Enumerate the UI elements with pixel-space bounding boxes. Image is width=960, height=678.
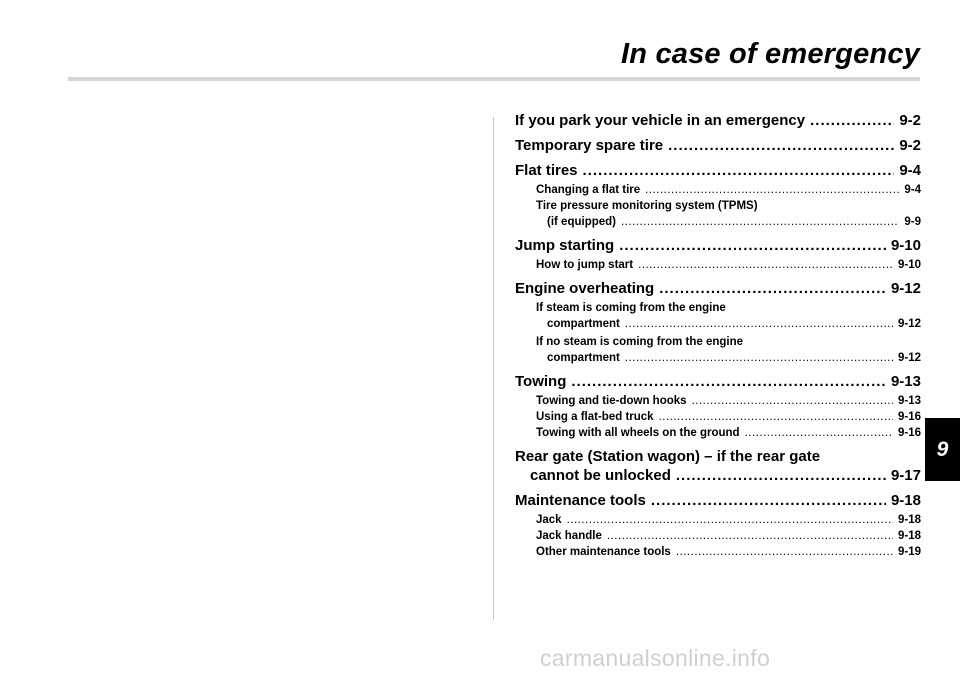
- toc-leader-dots: [638, 257, 893, 273]
- toc-entry-title-line1: Rear gate (Station wagon) – if the rear gate: [515, 448, 821, 465]
- watermark: carmanualsonline.info: [540, 645, 771, 671]
- toc-entry-page: 9-4: [899, 162, 921, 179]
- toc-leader-dots: [619, 236, 886, 255]
- toc-leader-dots: [625, 350, 893, 366]
- toc-entry-title: Temporary spare tire: [515, 137, 664, 154]
- toc-leader-dots: [676, 544, 893, 560]
- chapter-tab[interactable]: [925, 418, 960, 481]
- chapter-tab-label: 9: [936, 437, 949, 461]
- toc-entry-title: Changing a flat tire: [536, 184, 641, 196]
- toc-entry-title: Flat tires: [515, 162, 578, 179]
- toc-entry-rear-gate[interactable]: [515, 447, 921, 485]
- toc-entry-title: Towing with all wheels on the ground: [536, 427, 740, 439]
- toc-entry-title-line1: Tire pressure monitoring system (TPMS): [536, 200, 758, 212]
- toc-subentry-tie-down-hooks[interactable]: [515, 393, 921, 409]
- toc-entry-park-emergency[interactable]: [515, 111, 921, 130]
- toc-entry-page: 9-2: [899, 137, 921, 154]
- toc-leader-dots: [625, 316, 893, 332]
- toc-subentry-all-wheels[interactable]: [515, 425, 921, 441]
- toc-entry-title: Using a flat-bed truck: [536, 411, 654, 423]
- toc-leader-dots: [668, 136, 894, 155]
- toc-leader-dots: [676, 466, 886, 485]
- toc-leader-dots: [659, 279, 886, 298]
- toc-subentry-changing-flat[interactable]: [515, 182, 921, 198]
- toc-entry-title-line1: If steam is coming from the engine: [536, 302, 726, 314]
- toc-entry-page: 9-17: [890, 467, 921, 484]
- toc-entry-title-line2: compartment: [547, 352, 620, 364]
- toc-entry-title-line1: If no steam is coming from the engine: [536, 336, 744, 348]
- toc-leader-dots: [659, 409, 893, 425]
- toc-entry-page: 9-18: [890, 492, 921, 509]
- toc-entry-maintenance-tools[interactable]: [515, 491, 921, 510]
- toc-entry-title: Jack handle: [536, 530, 602, 542]
- toc-entry-page: 9-2: [899, 112, 921, 129]
- page-title: In case of emergency: [621, 38, 920, 70]
- toc-subentry-jack-handle[interactable]: [515, 528, 921, 544]
- toc-entry-title: Maintenance tools: [515, 492, 646, 509]
- toc-subentry-how-to-jump[interactable]: [515, 257, 921, 273]
- toc-entry-title-line2: (if equipped): [547, 216, 616, 228]
- toc-subentry-steam[interactable]: [515, 300, 921, 332]
- toc-leader-dots: [567, 512, 893, 528]
- toc-leader-dots: [745, 425, 893, 441]
- toc-entry-page: 9-16: [897, 427, 921, 439]
- toc-subentry-other-tools[interactable]: [515, 544, 921, 560]
- toc-subentry-flat-bed[interactable]: [515, 409, 921, 425]
- toc-entry-title: Towing: [515, 373, 567, 390]
- toc-entry-page: 9-13: [897, 395, 921, 407]
- toc-entry-title: Engine overheating: [515, 280, 655, 297]
- toc-entry-jump-starting[interactable]: [515, 236, 921, 255]
- toc-entry-page: 9-18: [897, 530, 921, 542]
- toc-leader-dots: [607, 528, 893, 544]
- toc-leader-dots: [645, 182, 899, 198]
- toc-leader-dots: [692, 393, 893, 409]
- toc-entry-page: 9-18: [897, 514, 921, 526]
- toc-entry-flat-tires[interactable]: [515, 161, 921, 180]
- toc-entry-title-line2: compartment: [547, 318, 620, 330]
- toc-entry-title: How to jump start: [536, 259, 634, 271]
- toc-subentry-jack[interactable]: [515, 512, 921, 528]
- toc-entry-title: Towing and tie-down hooks: [536, 395, 687, 407]
- toc-subentry-tpms[interactable]: [515, 198, 921, 230]
- table-of-contents: [515, 111, 921, 560]
- toc-leader-dots: [583, 161, 895, 180]
- toc-entry-title: Jump starting: [515, 237, 615, 254]
- column-divider: [493, 117, 494, 620]
- toc-entry-towing[interactable]: [515, 372, 921, 391]
- toc-entry-page: 9-12: [890, 280, 921, 297]
- toc-subentry-no-steam[interactable]: [515, 334, 921, 366]
- header-rule: [68, 77, 920, 81]
- toc-entry-page: 9-12: [897, 318, 921, 330]
- toc-entry-title: Jack: [536, 514, 562, 526]
- toc-entry-title: Other maintenance tools: [536, 546, 671, 558]
- toc-entry-page: 9-9: [904, 216, 921, 228]
- toc-leader-dots: [621, 214, 899, 230]
- toc-entry-page: 9-16: [897, 411, 921, 423]
- toc-entry-page: 9-13: [890, 373, 921, 390]
- toc-entry-page: 9-4: [904, 184, 921, 196]
- toc-entry-page: 9-10: [897, 259, 921, 271]
- toc-leader-dots: [651, 491, 886, 510]
- toc-entry-spare-tire[interactable]: [515, 136, 921, 155]
- toc-entry-page: 9-19: [897, 546, 921, 558]
- toc-entry-page: 9-12: [897, 352, 921, 364]
- toc-leader-dots: [810, 111, 894, 130]
- toc-entry-title: If you park your vehicle in an emergency: [515, 112, 806, 129]
- toc-entry-title-line2: cannot be unlocked: [530, 467, 671, 484]
- toc-entry-engine-overheating[interactable]: [515, 279, 921, 298]
- toc-leader-dots: [571, 372, 886, 391]
- toc-entry-page: 9-10: [890, 237, 921, 254]
